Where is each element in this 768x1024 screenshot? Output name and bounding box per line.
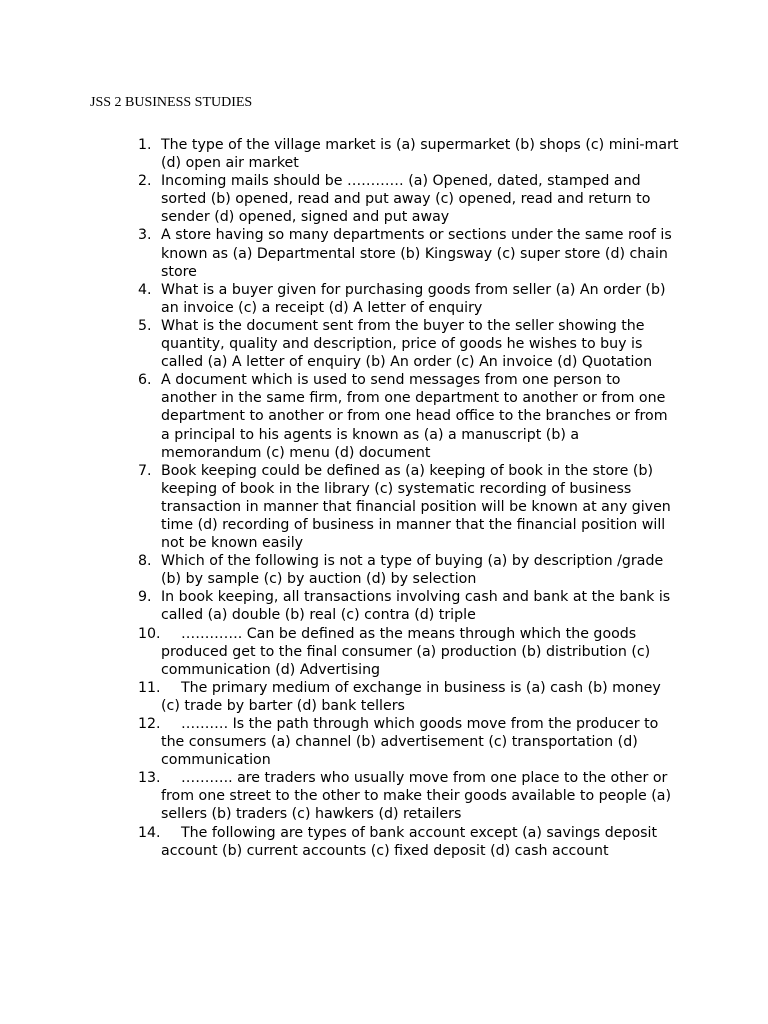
question-number: 7. — [138, 462, 152, 479]
question-number: 8. — [138, 553, 152, 570]
question-number: 6. — [138, 372, 152, 389]
question-text: Which of the following is not a type of buying (a) by description /grade (b) by sample (c) by auction (d) by selection — [161, 553, 664, 588]
question-text: Incoming mails should be ………… (a) Opened, dated, stamped and sorted (b) opened, read and put away (c) opened, read and return to sender (d) opened, signed and put away — [161, 173, 651, 226]
question-item — [138, 679, 680, 715]
question-item — [138, 317, 680, 371]
question-item — [138, 462, 680, 552]
question-text: What is the document sent from the buyer to the seller showing the quantity, quality and description, price of goods he wishes to buy is called (a) A letter of enquiry (b) An order (c) An invoice (d) Quotation — [161, 317, 653, 371]
question-number: 11. — [138, 679, 161, 696]
question-item — [138, 172, 680, 226]
question-item — [138, 824, 680, 860]
question-item — [138, 552, 680, 588]
question-item — [138, 625, 680, 679]
question-item — [138, 371, 680, 461]
question-text: The primary medium of exchange in business is (a) cash (b) money (c) trade by barter (d) bank tellers — [161, 679, 661, 714]
question-number: 1. — [138, 137, 152, 153]
question-number: 10. — [138, 625, 161, 642]
question-number: 12. — [138, 716, 161, 732]
question-text: ………. Is the path through which goods move from the producer to the consumers (a) channel (b) advertisement (c) transportation (d) communication — [161, 716, 659, 769]
question-text: A document which is used to send messages from one person to another in the same firm, from one department to another or from one department to another or from one head office to the branches or from a principal to his agents is known as (a) a manuscript (b) a memorandum (c) menu (d) document — [161, 372, 668, 461]
question-text: The type of the village market is (a) supermarket (b) shops (c) mini-mart (d) open air market — [161, 137, 679, 172]
question-item — [138, 281, 680, 317]
question-text: ……….. are traders who usually move from one place to the other or from one street to the other to make their goods available to people (a) sellers (b) traders (c) hawkers (d) retailers — [161, 770, 672, 823]
document-title: JSS 2 BUSINESS STUDIES — [90, 95, 253, 110]
question-item — [138, 715, 680, 769]
question-number: 4. — [138, 281, 152, 298]
question-text: What is a buyer given for purchasing goods from seller (a) An order (b) an invoice (c) a receipt (d) A letter of enquiry — [161, 281, 666, 316]
question-number: 13. — [138, 770, 161, 787]
question-item — [138, 226, 680, 280]
question-item — [138, 769, 680, 823]
question-number: 3. — [138, 227, 152, 244]
question-text: In book keeping, all transactions involving cash and bank at the bank is called (a) double (b) real (c) contra (d) triple — [161, 589, 671, 624]
question-list — [138, 136, 680, 860]
question-number: 2. — [138, 173, 152, 190]
question-text: …………. Can be defined as the means through which the goods produced get to the final consumer (a) production (b) distribution (c) communication (d) Advertising — [161, 625, 651, 678]
question-item — [138, 136, 680, 172]
question-number: 14. — [138, 824, 161, 841]
question-number: 9. — [138, 589, 152, 606]
question-item — [138, 588, 680, 624]
question-text: Book keeping could be defined as (a) keeping of book in the store (b) keeping of book in the library (c) systematic recording of business transaction in manner that financial position will be known at any given time (d) recording of business in manner that the financial position will not be known easily — [161, 462, 671, 552]
question-number: 5. — [138, 317, 152, 334]
question-text: A store having so many departments or sections under the same roof is known as (a) Departmental store (b) Kingsway (c) super store (d) chain store — [161, 227, 672, 280]
question-text: The following are types of bank account except (a) savings deposit account (b) current accounts (c) fixed deposit (d) cash account — [161, 824, 658, 859]
